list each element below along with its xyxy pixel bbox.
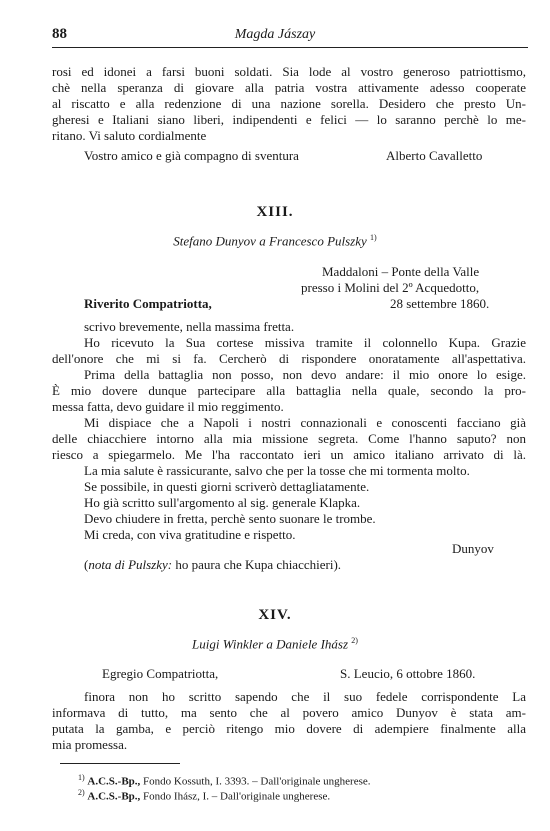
footnote — [78, 786, 330, 804]
footnote-text: Fondo Ihász, I. – Dall'originale ungherese. — [140, 790, 331, 803]
body-line: Devo chiudere in fretta, perchè sento suonare le trombe. — [84, 511, 376, 526]
body-line: scrivo brevemente, nella massima fretta. — [84, 319, 295, 334]
body-line: putata la gamba, e perciò ritengo mio dovere di adempiere finalmente alla — [52, 721, 526, 736]
footnote-mark: 1) — [78, 773, 85, 782]
body-line: Mi dispiace che a Napoli i nostri connazionali e conoscenti facciano già — [84, 415, 526, 430]
footnote-text: Fondo Kossuth, I. 3393. – Dall'originale ungherese. — [140, 775, 371, 788]
letter-date: S. Leucio, 6 ottobre 1860. — [340, 666, 476, 681]
body-line: delle chiacchiere intorno alla mia missione segreta. Come l'hanno saputo? non — [52, 431, 526, 446]
section-title-text: Luigi Winkler a Daniele Ihász — [192, 636, 349, 652]
letter-signature: Dunyov — [452, 541, 494, 556]
section-number: XIV. — [258, 607, 292, 623]
body-line: messa fatta, devo guidare il mio reggimento. — [52, 399, 284, 414]
body-line: chè nella speranza di giovare alla patria vostra attivamente adesso cooperate — [52, 80, 526, 95]
body-line: Mi creda, con viva gratitudine e rispetto. — [84, 527, 296, 542]
editor-note-text: ho paura che Kupa chiacchieri). — [172, 557, 342, 572]
body-line: La mia salute è rassicurante, salvo che per la tosse che mi tormenta molto. — [84, 463, 470, 478]
body-line: al riscatto e alla redenzione di una nazione sorella. Desidero che presto Un- — [52, 96, 526, 111]
section-title-text: Stefano Dunyov a Francesco Pulszky — [173, 233, 367, 249]
page-number: 88 — [52, 26, 67, 42]
body-line: Prima della battaglia non posso, non devo andare: il mio onore lo esige. — [84, 367, 526, 382]
letter-date: 28 settembre 1860. — [390, 296, 490, 311]
letter-place: presso i Molini del 2º Acquedotto, — [301, 280, 480, 295]
footnote-mark: 2) — [78, 788, 85, 797]
letter-closing: Vostro amico e già compagno di sventura — [84, 148, 299, 163]
footnote-rule — [60, 763, 180, 764]
letter-salutation: Riverito Compatriotta, — [84, 296, 212, 311]
header-rule — [52, 47, 528, 48]
body-line: mia promessa. — [52, 737, 128, 752]
body-line: ritano. Vi saluto cordialmente — [52, 128, 207, 143]
letter-salutation: Egregio Compatriotta, — [102, 666, 219, 681]
editor-note: (nota di Pulszky: ho paura che Kupa chiacchieri). — [84, 557, 342, 572]
section-title — [0, 636, 550, 652]
editor-note-label: nota di Pulszky: — [88, 557, 173, 572]
body-line: riesco a spiegarmelo. Me l'ha raccontato ieri un amico italiano arrivato di là. — [52, 447, 526, 462]
section-number: XIII. — [256, 204, 294, 220]
body-line: informava di tutto, ma sento che al povero amico Dunyov è stata am- — [52, 705, 526, 720]
body-line: È mio dovere dunque partecipare alla battaglia nella quale, secondo la pro- — [52, 383, 526, 398]
body-line: dell'onore che mi si fa. Cercherò di rispondere onoratamente all'aspettativa. — [52, 351, 526, 366]
footnote-ref: 2) — [351, 636, 358, 645]
footnote-ref: 1) — [370, 233, 377, 242]
body-line: Ho già scritto sull'argomento al sig. generale Klapka. — [84, 495, 361, 510]
letter-signature: Alberto Cavalletto — [386, 148, 483, 163]
body-line: gheresi e Italiani siano liberi, indipendenti e felici — lo saranno perchè lo me- — [52, 112, 526, 127]
body-line: Ho ricevuto la Sua cortese missiva tramite il colonnello Kupa. Grazie — [84, 335, 526, 350]
body-line: finora non ho scritto sapendo che il suo fedele corrispondente La — [84, 689, 526, 704]
letter-place: Maddaloni – Ponte della Valle — [322, 264, 480, 279]
section-title — [0, 233, 550, 249]
footnote-source: A.C.S.-Bp., — [87, 775, 141, 788]
body-line: Se possibile, in questi giorni scriverò dettagliatamente. — [84, 479, 370, 494]
running-title: Magda Jászay — [234, 27, 316, 42]
footnote-source: A.C.S.-Bp., — [87, 790, 141, 803]
body-line: rosi ed idonei a farsi buoni soldati. Sia lode al vostro generoso patriottismo, — [52, 64, 526, 79]
